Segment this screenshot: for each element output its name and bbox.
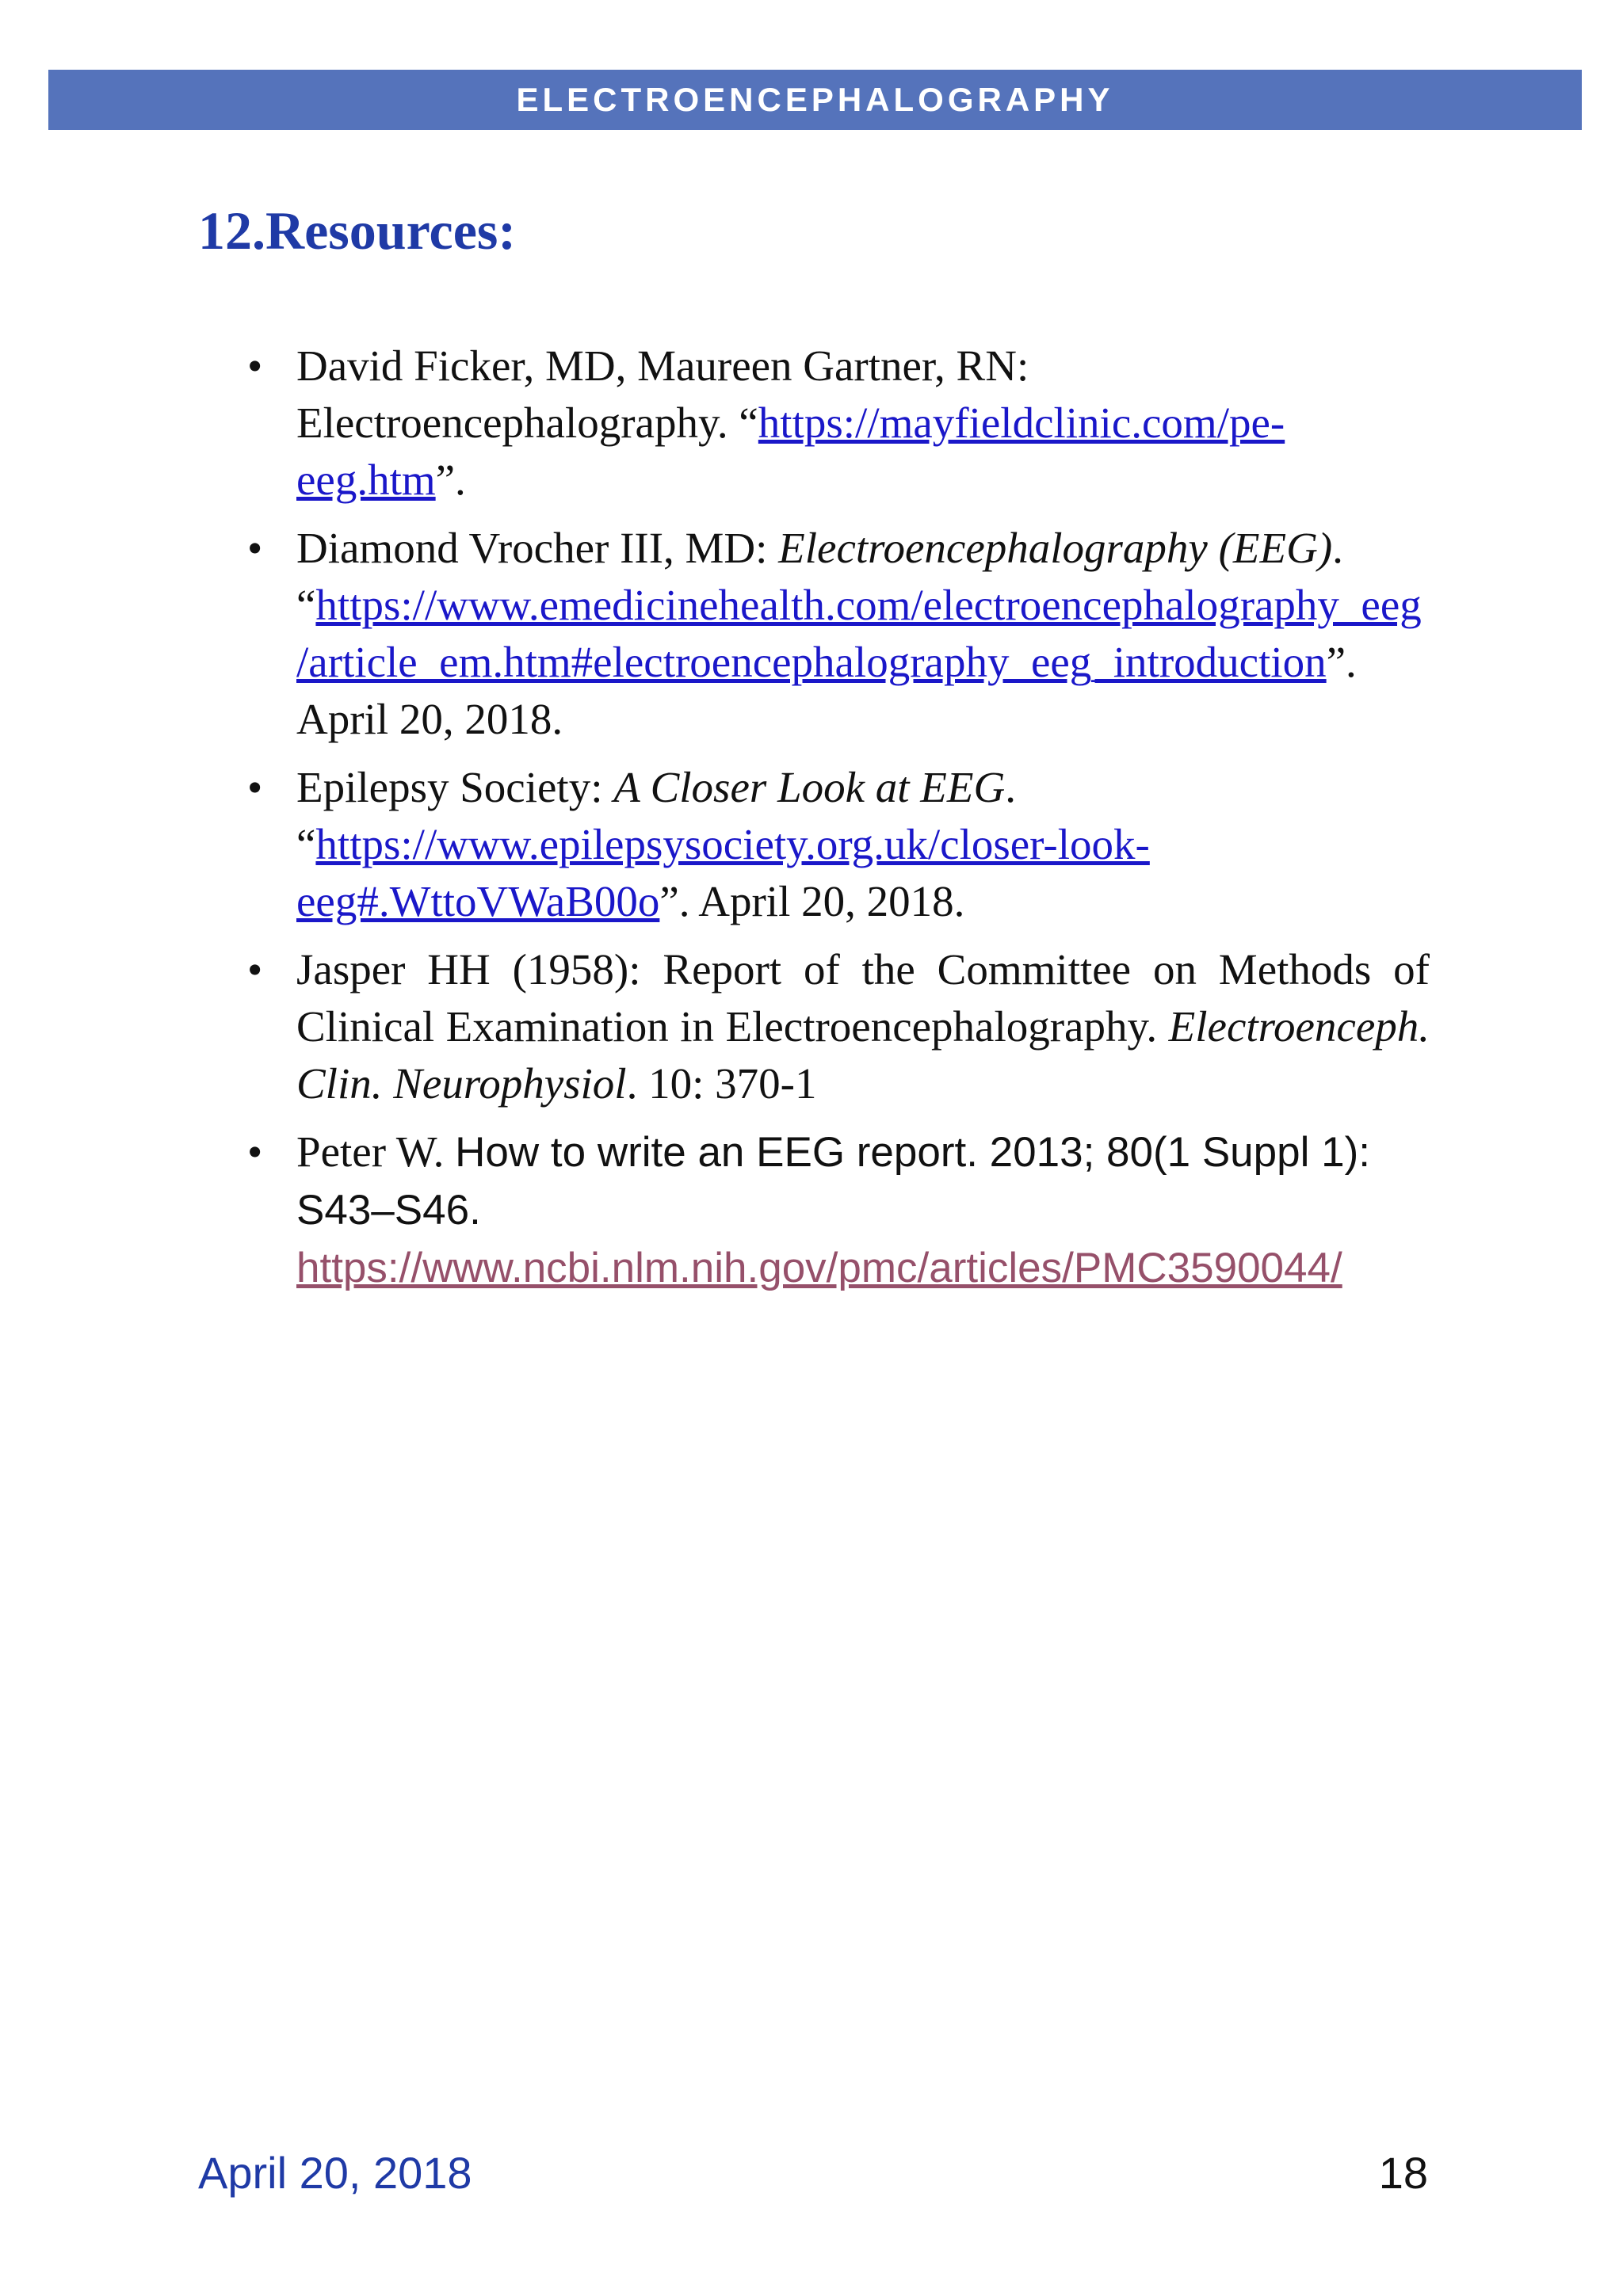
reference-text: ”. — [435, 456, 466, 504]
reference-journal: Electroenceph. Clin. Neurophysiol — [296, 1002, 1430, 1108]
reference-item-jasper — [238, 941, 1430, 1112]
reference-link-emedicinehealth[interactable]: https://www.emedicinehealth.com/electroencephalography_eeg/article_em.htm#electroencephalography_eeg_introduction — [296, 581, 1422, 686]
reference-title: Electroencephalography (EEG) — [778, 524, 1333, 572]
reference-author: Peter W. — [296, 1127, 456, 1176]
reference-item-vrocher — [238, 520, 1430, 748]
reference-text: David Ficker, MD, Maureen Gartner, RN: Electroencephalography. “ — [296, 341, 1029, 447]
reference-item-ficker — [238, 338, 1430, 509]
footer-date: April 20, 2018 — [198, 2148, 472, 2198]
reference-text: ”. April 20, 2018. — [659, 877, 965, 925]
section-title: 12.Resources: — [198, 200, 516, 261]
reference-title: A Closer Look at EEG — [613, 763, 1006, 811]
reference-text: How to write an EEG report. 2013; 80(1 Suppl 1): S43–S46. — [296, 1129, 1370, 1234]
running-header — [48, 70, 1582, 130]
reference-list — [238, 338, 1430, 1308]
reference-link-mayfield[interactable]: https://mayfieldclinic.com/pe-eeg.htm — [296, 399, 1285, 504]
reference-text: Jasper HH (1958): Report of the Committee on Methods of Clinical Examination in Electroencephalography. — [296, 945, 1430, 1051]
reference-text: . “ — [296, 763, 1016, 868]
reference-text: Epilepsy Society: — [296, 763, 614, 811]
reference-text: . 10: 370-1 — [626, 1059, 817, 1108]
reference-link-ncbi[interactable]: https://www.ncbi.nlm.nih.gov/pmc/articles/PMC3590044/ — [296, 1245, 1342, 1291]
reference-link-epilepsy-society[interactable]: https://www.epilepsysociety.org.uk/closer-look-eeg#.WttoVWaB00o — [296, 820, 1150, 925]
reference-item-peter — [238, 1123, 1430, 1297]
page-number: 18 — [1378, 2148, 1428, 2198]
reference-item-epilepsy-society — [238, 759, 1430, 930]
reference-text: . “ — [296, 524, 1343, 629]
running-header-title: ELECTROENCEPHALOGRAPHY — [516, 81, 1114, 118]
reference-text: ”. April 20, 2018. — [296, 638, 1357, 743]
reference-text: Diamond Vrocher III, MD: — [296, 524, 779, 572]
